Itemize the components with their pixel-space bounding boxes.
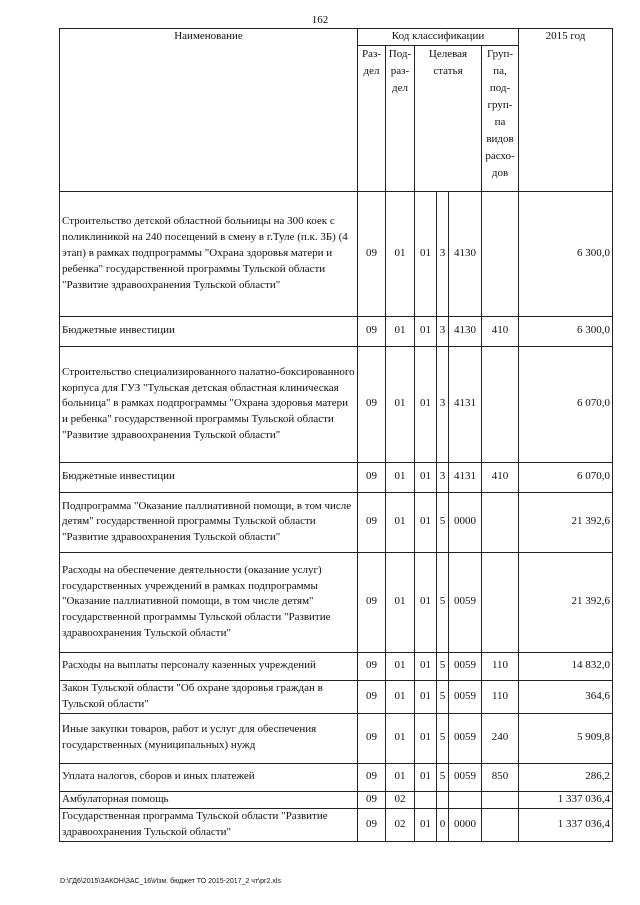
row-target-program: 01 (415, 316, 437, 346)
row-target-program: 01 (415, 492, 437, 552)
header-group: Груп- па, под- груп- па видов расхо- дов (482, 45, 519, 191)
row-target-direction: 0059 (449, 713, 482, 763)
table-row (60, 680, 613, 713)
row-amount: 6 070,0 (519, 346, 613, 462)
row-target-program: 01 (415, 713, 437, 763)
row-amount: 1 337 036,4 (519, 808, 613, 841)
row-section: 09 (358, 191, 386, 316)
row-target-subprogram: 3 (437, 191, 449, 316)
row-target-subprogram: 3 (437, 462, 449, 492)
table-row (60, 763, 613, 791)
row-section: 09 (358, 763, 386, 791)
row-section: 09 (358, 316, 386, 346)
table-row (60, 346, 613, 462)
row-target-subprogram: 3 (437, 316, 449, 346)
row-target-direction: 0059 (449, 763, 482, 791)
row-target-program: 01 (415, 763, 437, 791)
row-subsection: 01 (386, 713, 415, 763)
table-row (60, 316, 613, 346)
row-target-program: 01 (415, 652, 437, 680)
row-section: 09 (358, 552, 386, 652)
row-section: 09 (358, 492, 386, 552)
row-target-subprogram: 5 (437, 763, 449, 791)
row-subsection: 01 (386, 316, 415, 346)
table-row (60, 791, 613, 808)
table-row (60, 552, 613, 652)
row-amount: 1 337 036,4 (519, 791, 613, 808)
row-section: 09 (358, 462, 386, 492)
row-target-subprogram: 5 (437, 492, 449, 552)
table-row (60, 492, 613, 552)
budget-table (59, 28, 613, 842)
file-path-footer: D:\ГД6\2015\ЗАКОН\ЗАС_16\Изм. бюджет ТО 2015-2017_2 чт\рг2.xls (60, 878, 281, 885)
row-target-program: 01 (415, 808, 437, 841)
row-subsection: 01 (386, 652, 415, 680)
row-section: 09 (358, 808, 386, 841)
row-target-subprogram: 5 (437, 552, 449, 652)
row-name: Бюджетные инвестиции (60, 316, 358, 346)
row-target-subprogram: 5 (437, 652, 449, 680)
row-subsection: 02 (386, 808, 415, 841)
row-target-subprogram: 3 (437, 346, 449, 462)
row-expense-type: 410 (482, 462, 519, 492)
row-target-program: 01 (415, 680, 437, 713)
row-expense-type (482, 191, 519, 316)
row-name: Бюджетные инвестиции (60, 462, 358, 492)
row-expense-type (482, 791, 519, 808)
row-expense-type (482, 492, 519, 552)
row-amount: 286,2 (519, 763, 613, 791)
row-subsection: 01 (386, 191, 415, 316)
row-section: 09 (358, 346, 386, 462)
row-amount: 6 300,0 (519, 316, 613, 346)
header-row-top (60, 29, 613, 46)
row-target-program: 01 (415, 552, 437, 652)
row-subsection: 01 (386, 763, 415, 791)
row-target-program: 01 (415, 346, 437, 462)
row-expense-type: 110 (482, 680, 519, 713)
row-expense-type: 850 (482, 763, 519, 791)
row-target-direction: 4130 (449, 316, 482, 346)
row-name: Амбулаторная помощь (60, 791, 358, 808)
header-section: Раз- дел (358, 45, 386, 191)
row-name: Подпрограмма "Оказание паллиативной помощи, в том числе детям" государственной программы Тульской области "Развитие здравоохранения Тульской области" (60, 492, 358, 552)
row-section: 09 (358, 791, 386, 808)
row-target-subprogram: 5 (437, 713, 449, 763)
row-amount: 5 909,8 (519, 713, 613, 763)
row-amount: 21 392,6 (519, 492, 613, 552)
row-name: Государственная программа Тульской области "Развитие здравоохранения Тульской области" (60, 808, 358, 841)
row-subsection: 01 (386, 552, 415, 652)
row-name: Закон Тульской области "Об охране здоровья граждан в Тульской области" (60, 680, 358, 713)
row-target-direction: 4131 (449, 346, 482, 462)
header-code: Код классификации (358, 29, 519, 46)
table-body (60, 191, 613, 841)
row-name: Расходы на обеспечение деятельности (оказание услуг) государственных учреждений в рамках подпрограммы "Оказание паллиативной помощи, в том числе детям" государственной программы Тульской области "Развитие здравоохранения Тульской области" (60, 552, 358, 652)
row-amount: 21 392,6 (519, 552, 613, 652)
row-target-direction: 0000 (449, 492, 482, 552)
header-year: 2015 год (519, 29, 613, 192)
row-subsection: 01 (386, 346, 415, 462)
row-target-direction: 0059 (449, 652, 482, 680)
row-target-direction: 0000 (449, 808, 482, 841)
row-name: Иные закупки товаров, работ и услуг для обеспечения государственных (муниципальных) нужд (60, 713, 358, 763)
row-amount: 14 832,0 (519, 652, 613, 680)
table-row (60, 652, 613, 680)
header-target: Целевая статья (415, 45, 482, 191)
row-target-subprogram: 5 (437, 680, 449, 713)
row-expense-type (482, 808, 519, 841)
table-row (60, 713, 613, 763)
row-target-direction (449, 791, 482, 808)
row-amount: 364,6 (519, 680, 613, 713)
row-name: Уплата налогов, сборов и иных платежей (60, 763, 358, 791)
row-subsection: 01 (386, 680, 415, 713)
row-target-subprogram (437, 791, 449, 808)
row-expense-type (482, 346, 519, 462)
row-expense-type: 410 (482, 316, 519, 346)
table-row (60, 191, 613, 316)
row-section: 09 (358, 680, 386, 713)
row-amount: 6 300,0 (519, 191, 613, 316)
row-target-direction: 0059 (449, 680, 482, 713)
row-target-direction: 4130 (449, 191, 482, 316)
row-target-direction: 0059 (449, 552, 482, 652)
row-subsection: 01 (386, 462, 415, 492)
row-target-direction: 4131 (449, 462, 482, 492)
page-number: 162 (311, 14, 329, 26)
row-target-subprogram: 0 (437, 808, 449, 841)
row-section: 09 (358, 652, 386, 680)
row-target-program: 01 (415, 191, 437, 316)
row-name: Расходы на выплаты персоналу казенных учреждений (60, 652, 358, 680)
row-name: Строительство детской областной больницы на 300 коек с поликлиникой на 240 посещений в смену в г.Туле (п.к. 3Б) (4 этап) в рамках подпрограммы "Охрана здоровья матери и ребенка" государственной программы Тульской области "Развитие здравоохранения Тульской области" (60, 191, 358, 316)
row-amount: 6 070,0 (519, 462, 613, 492)
row-subsection: 01 (386, 492, 415, 552)
row-target-program (415, 791, 437, 808)
table-row (60, 808, 613, 841)
row-expense-type: 110 (482, 652, 519, 680)
row-subsection: 02 (386, 791, 415, 808)
row-expense-type (482, 552, 519, 652)
header-subsection: Под- раз- дел (386, 45, 415, 191)
table-row (60, 462, 613, 492)
row-section: 09 (358, 713, 386, 763)
row-expense-type: 240 (482, 713, 519, 763)
row-name: Строительство специализированного палатно-боксированного корпуса для ГУЗ "Тульская детская областная клиническая больница" в рамках подпрограммы "Охрана здоровья матери и ребенка" государственной программы Тульской области "Развитие здравоохранения Тульской области" (60, 346, 358, 462)
header-name: Наименование (60, 29, 358, 192)
row-target-program: 01 (415, 462, 437, 492)
